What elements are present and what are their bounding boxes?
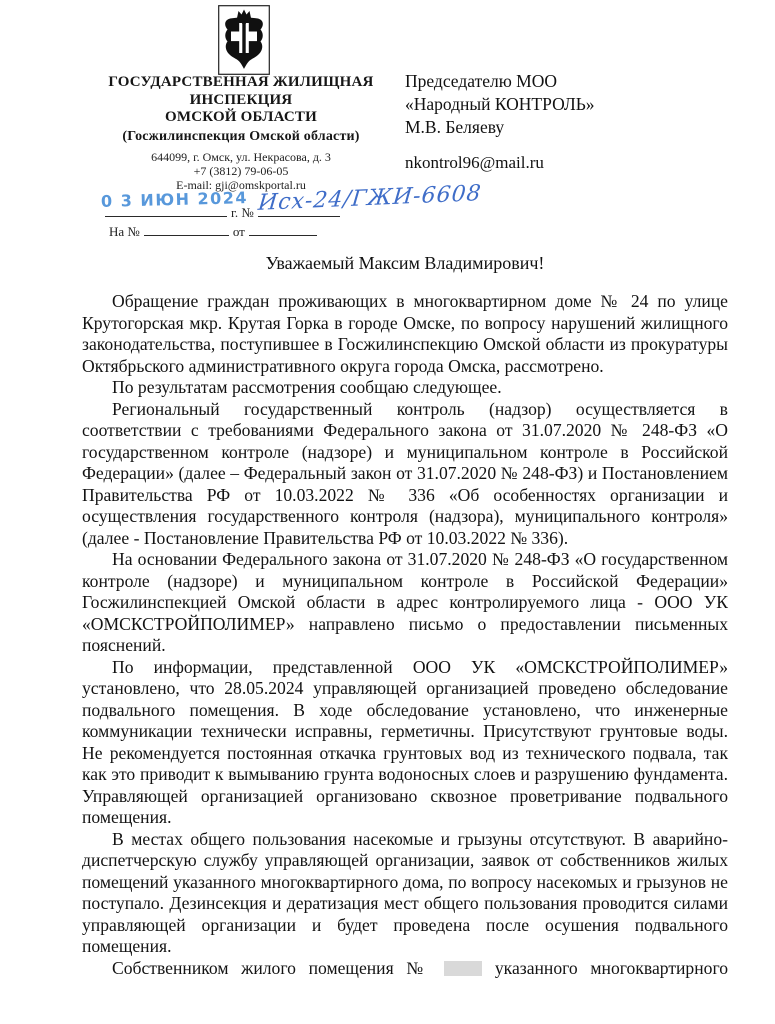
org-name-block (85, 74, 397, 145)
paragraph-6: В местах общего пользования насекомые и грызуны отсутствуют. В аварийно-диспетчерскую службу управляющей организации, заявок от собственников жилых помещений указанного многоквартирного дома, по вопросу насекомых и грызунов не поступало. Дезинсекция и дератизация мест общего пользования проводится силами управляющей организации и будет проведена после осушения подвального помещения. (82, 828, 728, 956)
omsk-oblast-coat-of-arms-icon (218, 5, 270, 75)
paragraph-4: На основании Федерального закона от 31.07.2020 № 248-ФЗ «О государственном контроле (надзоре) и муниципальном контроле в Российской Федерации» Госжилинспекцией Омской области в адрес контролируемого лица - ООО УК «ОМСКСТРОЙПОЛИМЕР» направлено письмо о предоставлении письменных пояснений. (82, 549, 728, 655)
paragraph-3: Региональный государственный контроль (надзор) осуществляется в соответствии с требованиями Федерального закона от 31.07.2020 № 248-ФЗ «О государственном контроле (надзоре) и муниципальном контроле в Российской Федерации» (далее – Федеральный закон от 31.07.2020 № 248-ФЗ) и Постановлением Правительства РФ от 10.03.2022 № 336 «Об особенностях организации и осуществления государственного контроля (надзора), муниципального контроля» (далее - Постановление Правительства РФ от 10.03.2022 № 336). (82, 398, 728, 548)
org-address-block (85, 150, 397, 192)
paragraph-1: Обращение граждан проживающих в многоквартирном доме № 24 по улице Крутогорская мкр. Крутая Горка в городе Омске, по вопросу нарушений жилищного законодательства, поступившее в Госжилинспекцию Омской области из прокуратуры Октябрьского административного округа города Омска, рассмотрено. (82, 291, 728, 376)
reply-line-prefix: На № (109, 224, 140, 239)
reply-line-separator: от (232, 224, 245, 239)
reply-date-blank-line (249, 222, 317, 236)
paragraph-2: По результатам рассмотрения сообщаю следующее. (112, 377, 502, 397)
paragraph-7 (82, 958, 728, 980)
recipient-email: nkontrol96@mail.ru (405, 153, 544, 172)
paragraph-7-text-before: Собственником жилого помещения № (112, 957, 432, 978)
letter-body (82, 291, 728, 979)
number-line-label: г. № (231, 205, 254, 220)
org-short-name: (Госжилинспекция Омской области) (122, 128, 360, 144)
reply-number-blank-line (144, 222, 229, 236)
org-postal-address: 644099, г. Омск, ул. Некрасова, д. 3 (151, 150, 331, 164)
paragraph-7-text-after: указанного многоквартирного (494, 957, 729, 978)
org-name-line: ИНСПЕКЦИЯ (189, 91, 293, 108)
org-name-line: ГОСУДАРСТВЕННАЯ ЖИЛИЩНАЯ (108, 74, 374, 90)
org-phone: +7 (3812) 79-06-05 (193, 164, 289, 178)
date-stamp: 0 3 ИЮН 2024 (100, 188, 249, 211)
recipient-name: М.В. Беляеву (405, 117, 505, 137)
org-email: E-mail: gji@omskportal.ru (176, 178, 306, 192)
paragraph-5: По информации, представленной ООО УК «ОМСКСТРОЙПОЛИМЕР» установлено, что 28.05.2024 управляющей организацией проведено обследование подвального помещения. В ходе обследование установлено, что инженерные коммуникации технически исправны, герметичны. Присутствуют грунтовые воды. Не рекомендуется постоянная откачка грунтовых вод из технического подвала, так как это приводит к вымыванию грунта водоносных слоев и разрушению фундамента. Управляющей организацией организовано сквозное проветривание подвального помещения. (82, 656, 728, 827)
recipient-block (405, 70, 735, 139)
salutation: Уважаемый Максим Владимирович! (265, 253, 545, 273)
org-name-line: ОМСКОЙ ОБЛАСТИ (164, 109, 318, 125)
recipient-title: Председателю МОО (405, 71, 557, 91)
outgoing-number-handwritten: Исх-24/ГЖИ-6608 (256, 181, 483, 216)
redaction-box (444, 961, 482, 976)
reply-reference-line (105, 222, 317, 240)
recipient-organization: «Народный КОНТРОЛЬ» (405, 94, 595, 114)
